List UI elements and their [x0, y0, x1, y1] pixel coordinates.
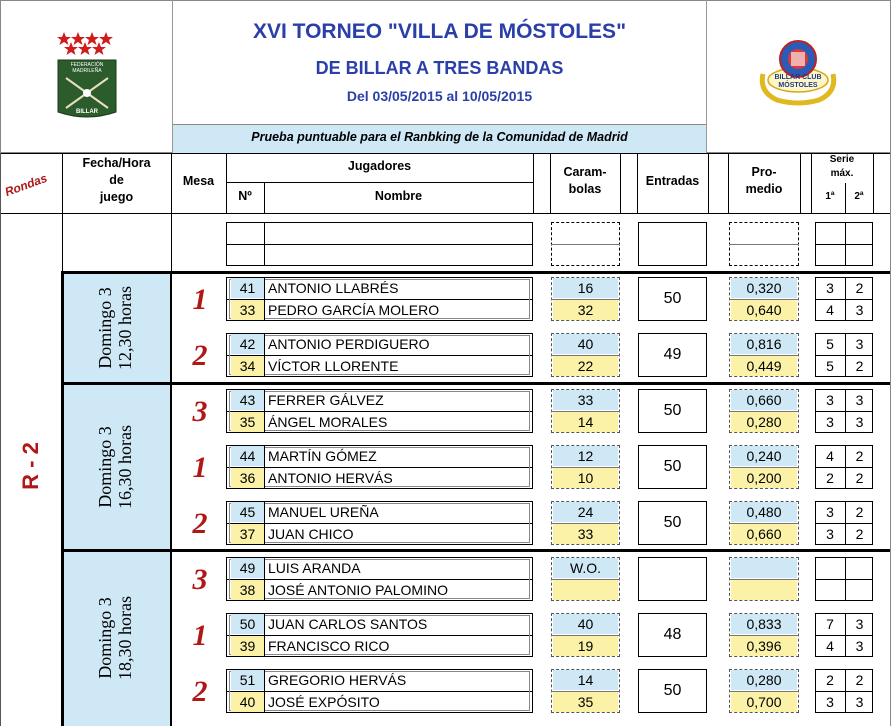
serie-2-value: 3 — [855, 694, 864, 710]
number-separator — [264, 468, 265, 489]
number-separator — [264, 356, 265, 377]
billar-club-logo — [755, 34, 841, 106]
promedio-value: 0,280 — [731, 412, 797, 432]
promedio-value: 0,833 — [731, 614, 797, 634]
promedio-divider — [729, 691, 799, 692]
mesa-number: 1 — [192, 619, 208, 652]
promedio-value: 0,200 — [731, 468, 797, 488]
promedio-value: 0,240 — [731, 446, 797, 466]
carambolas-divider — [551, 635, 620, 636]
header-jugadores: Jugadores — [347, 159, 412, 173]
entradas-value: 50 — [663, 402, 682, 419]
player-name: ANTONIO PERDIGUERO — [268, 336, 430, 352]
serie-separator — [845, 333, 846, 377]
number-separator — [264, 558, 265, 579]
serie-1-value: 4 — [826, 448, 834, 464]
player-number: 42 — [231, 334, 264, 354]
carambolas-value: 22 — [553, 356, 618, 376]
player-number: 34 — [231, 356, 264, 376]
session-1-time: 12,30 horas — [115, 286, 135, 370]
serie-1-value: 7 — [826, 616, 834, 632]
tournament-title: XVI TORNEO "VILLA DE MÓSTOLES" — [252, 20, 627, 43]
serie-1-value: 5 — [826, 336, 834, 352]
entradas-value: 50 — [663, 682, 682, 699]
player-number: 33 — [231, 300, 264, 320]
serie-separator — [845, 557, 846, 601]
serie-separator — [845, 669, 846, 713]
number-separator — [264, 614, 265, 635]
player-name: ANTONIO LLABRÉS — [268, 280, 399, 296]
serie-separator — [845, 389, 846, 433]
serie-1-value: 3 — [826, 504, 834, 520]
player-name: JOSÉ ANTONIO PALOMINO — [268, 582, 448, 598]
spacer-entradas-box — [638, 222, 707, 266]
round-label: R - 2 — [18, 442, 43, 490]
number-separator — [264, 446, 265, 467]
header-promedio-1: Pro- — [751, 165, 777, 179]
player-number: 38 — [231, 580, 264, 600]
promedio-divider — [729, 411, 799, 412]
player-number: 45 — [231, 502, 264, 522]
header-serie-first: 1ª — [825, 191, 835, 202]
serie-2-value: 2 — [855, 504, 864, 520]
player-name: JUAN CARLOS SANTOS — [268, 616, 428, 632]
header-serie-second: 2ª — [854, 191, 864, 202]
player-name: GREGORIO HERVÁS — [268, 672, 407, 688]
number-separator — [264, 278, 265, 299]
promedio-value: 0,280 — [731, 670, 797, 690]
header-fecha-3: juego — [99, 190, 134, 204]
entradas-value: 49 — [663, 346, 682, 363]
serie-divider — [815, 635, 873, 636]
player-name: JOSÉ EXPÓSITO — [268, 694, 380, 710]
tournament-dates: Del 03/05/2015 al 10/05/2015 — [346, 88, 533, 104]
mesa-number: 3 — [192, 563, 208, 596]
serie-2-value: 3 — [855, 616, 864, 632]
carambolas-value: 16 — [553, 278, 618, 298]
serie-divider — [815, 691, 873, 692]
serie-2-value: 2 — [855, 448, 864, 464]
mesa-number: 2 — [192, 675, 208, 708]
carambolas-value: 33 — [553, 524, 618, 544]
federacion-logo-text-top: FEDERACIÓN MADRILEÑA — [70, 62, 104, 74]
carambolas-value: 33 — [553, 390, 618, 410]
serie-separator — [845, 501, 846, 545]
number-separator — [264, 524, 265, 545]
serie-1-value: 3 — [826, 694, 834, 710]
carambolas-value: 19 — [553, 636, 618, 656]
number-separator — [264, 636, 265, 657]
number-separator — [264, 670, 265, 691]
mesa-number: 1 — [192, 451, 208, 484]
number-separator — [264, 390, 265, 411]
serie-1-value: 5 — [826, 358, 834, 374]
carambolas-value: 40 — [553, 614, 618, 634]
header-promedio-2: medio — [745, 182, 783, 196]
serie-2-value: 3 — [855, 414, 864, 430]
serie-2-value: 3 — [855, 302, 864, 318]
serie-2-value: 3 — [855, 392, 864, 408]
carambolas-divider — [551, 691, 620, 692]
player-name: MANUEL UREÑA — [268, 504, 379, 520]
player-name: FERRER GÁLVEZ — [268, 392, 384, 408]
ranking-banner-text: Prueba puntuable para el Ranbking de la Comunidad de Madrid — [251, 130, 628, 144]
player-number: 36 — [231, 468, 264, 488]
header-numero: Nº — [238, 189, 252, 203]
number-separator — [264, 412, 265, 433]
number-separator — [264, 502, 265, 523]
serie-1-value: 3 — [826, 526, 834, 542]
player-name: FRANCISCO RICO — [268, 638, 390, 654]
carambolas-value: W.O. — [553, 558, 618, 578]
entradas-value: 50 — [663, 514, 682, 531]
promedio-value: 0,816 — [731, 334, 797, 354]
serie-2-value: 2 — [855, 526, 864, 542]
carambolas-divider — [551, 523, 620, 524]
mesa-number: 1 — [192, 283, 208, 316]
promedio-divider — [729, 467, 799, 468]
serie-separator — [845, 613, 846, 657]
serie-divider — [815, 355, 873, 356]
header-carambolas-1: Caram- — [563, 165, 607, 179]
serie-divider — [815, 467, 873, 468]
player-number: 44 — [231, 446, 264, 466]
serie-divider — [815, 411, 873, 412]
carambolas-divider — [551, 411, 620, 412]
carambolas-divider — [551, 467, 620, 468]
serie-1-value: 2 — [826, 672, 834, 688]
serie-divider — [815, 579, 873, 580]
federacion-logo-text-bottom: BILLAR — [76, 109, 98, 115]
serie-divider — [815, 299, 873, 300]
promedio-value: 0,320 — [731, 278, 797, 298]
serie-2-value: 2 — [855, 672, 864, 688]
carambolas-value: 12 — [553, 446, 618, 466]
promedio-value: 0,660 — [731, 390, 797, 410]
carambolas-value: 40 — [553, 334, 618, 354]
player-number: 49 — [231, 558, 264, 578]
mesa-number: 3 — [192, 395, 208, 428]
player-name: JUAN CHICO — [268, 526, 354, 542]
player-name: ÁNGEL MORALES — [268, 414, 388, 430]
session-3-day: Domingo 3 — [95, 597, 115, 679]
promedio-value: 0,640 — [731, 300, 797, 320]
serie-1-value: 4 — [826, 638, 834, 654]
header-fecha-2: de — [109, 173, 124, 187]
serie-separator — [845, 277, 846, 321]
serie-1-value: 2 — [826, 470, 834, 486]
player-number: 51 — [231, 670, 264, 690]
serie-2-value: 3 — [855, 638, 864, 654]
mesa-number: 2 — [192, 507, 208, 540]
mesa-number: 2 — [192, 339, 208, 372]
entradas-value — [638, 569, 707, 589]
promedio-divider — [729, 579, 799, 580]
player-name: LUIS ARANDA — [268, 560, 361, 576]
serie-divider — [815, 523, 873, 524]
serie-separator — [845, 445, 846, 489]
session-1-day: Domingo 3 — [95, 287, 115, 369]
player-name: VÍCTOR LLORENTE — [268, 358, 399, 374]
player-number: 43 — [231, 390, 264, 410]
entradas-value: 48 — [663, 626, 682, 643]
session-3-time: 18,30 horas — [115, 596, 135, 680]
header-entradas: Entradas — [645, 174, 700, 188]
header-serie-2: máx. — [830, 168, 854, 179]
player-number: 35 — [231, 412, 264, 432]
tournament-subtitle: DE BILLAR A TRES BANDAS — [315, 58, 564, 78]
carambolas-divider — [551, 579, 620, 580]
promedio-value: 0,449 — [731, 356, 797, 376]
carambolas-value: 32 — [553, 300, 618, 320]
carambolas-divider — [551, 355, 620, 356]
number-separator — [264, 300, 265, 321]
carambolas-value: 10 — [553, 468, 618, 488]
number-separator — [264, 334, 265, 355]
player-name: ANTONIO HERVÁS — [268, 470, 393, 486]
serie-2-value: 2 — [855, 470, 864, 486]
session-2-day: Domingo 3 — [95, 426, 115, 508]
serie-2-value: 2 — [855, 358, 864, 374]
federacion-logo — [56, 26, 118, 122]
header-fecha-1: Fecha/Hora — [82, 156, 151, 170]
player-number: 39 — [231, 636, 264, 656]
player-number: 40 — [231, 692, 264, 712]
promedio-value: 0,480 — [731, 502, 797, 522]
serie-2-value: 3 — [855, 336, 864, 352]
carambolas-value: 14 — [553, 412, 618, 432]
carambolas-value: 14 — [553, 670, 618, 690]
carambolas-value: 35 — [553, 692, 618, 712]
entradas-value: 50 — [663, 458, 682, 475]
promedio-value: 0,700 — [731, 692, 797, 712]
promedio-divider — [729, 355, 799, 356]
entradas-value: 50 — [663, 290, 682, 307]
header-rondas: Rondas — [2, 170, 50, 200]
serie-1-value: 3 — [826, 280, 834, 296]
promedio-divider — [729, 299, 799, 300]
serie-1-value: 3 — [826, 414, 834, 430]
billar-club-logo-text: BILLAR CLUB MÓSTOLES — [774, 74, 822, 89]
header-serie-1: Serie — [829, 154, 855, 165]
promedio-value: 0,396 — [731, 636, 797, 656]
number-separator — [264, 692, 265, 713]
header-mesa: Mesa — [182, 174, 215, 188]
player-number: 41 — [231, 278, 264, 298]
number-separator — [264, 580, 265, 601]
promedio-divider — [729, 635, 799, 636]
carambolas-divider — [551, 299, 620, 300]
promedio-divider — [729, 523, 799, 524]
serie-1-value: 4 — [826, 302, 834, 318]
carambolas-value: 24 — [553, 502, 618, 522]
serie-1-value: 3 — [826, 392, 834, 408]
promedio-value: 0,660 — [731, 524, 797, 544]
player-number: 50 — [231, 614, 264, 634]
player-name: PEDRO GARCÍA MOLERO — [268, 302, 440, 318]
header-carambolas-2: bolas — [568, 182, 602, 196]
session-2-time: 16,30 horas — [115, 425, 135, 509]
player-name: MARTÍN GÓMEZ — [268, 448, 377, 464]
header-nombre: Nombre — [374, 189, 423, 203]
player-number: 37 — [231, 524, 264, 544]
serie-2-value: 2 — [855, 280, 864, 296]
